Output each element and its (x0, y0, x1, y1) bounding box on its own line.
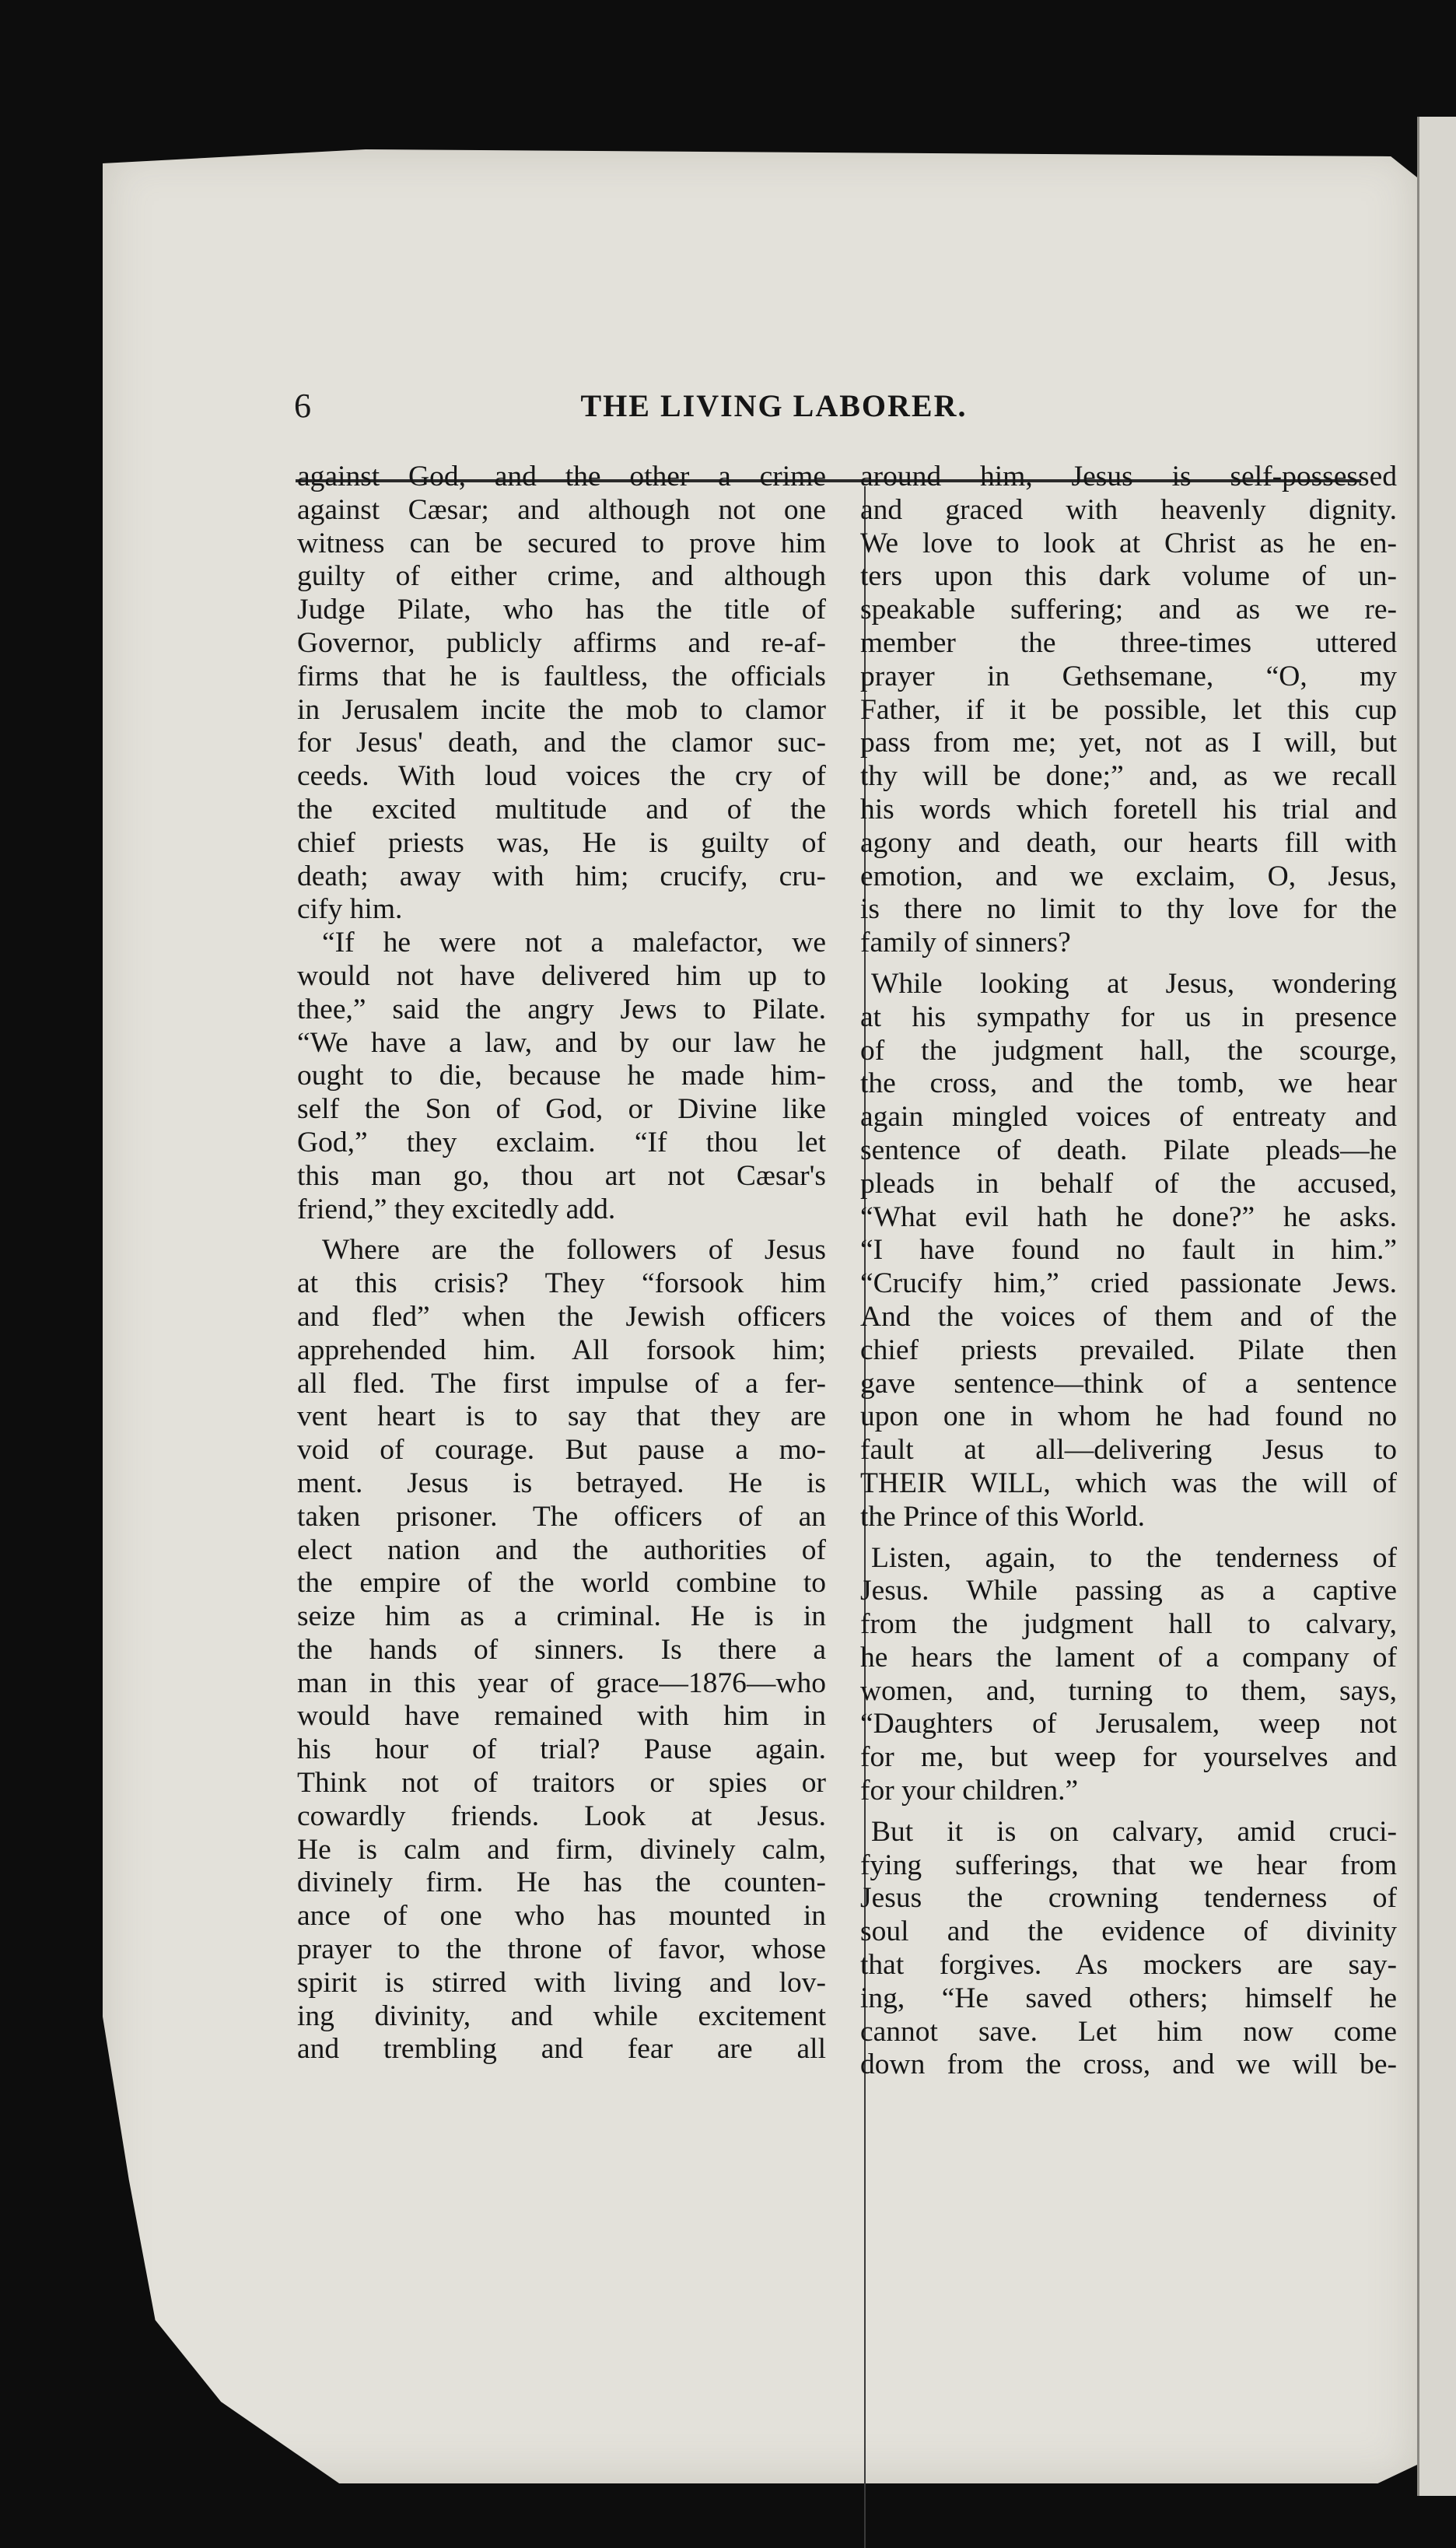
text-line: cify him. (297, 893, 403, 926)
text-line: for me, but weep for yourselves and (860, 1741, 1397, 1774)
text-line: sentence of death. Pilate pleads—he (860, 1134, 1397, 1166)
text-line: apprehended him. All forsook him; (297, 1334, 826, 1366)
text-line: void of courage. But pause a mo- (297, 1434, 826, 1467)
text-line: And the voices of them and of the (860, 1300, 1397, 1333)
text-line: Father, if it be possible, let this cup (860, 693, 1397, 726)
page-number: 6 (294, 387, 311, 425)
text-line: from the judgment hall to calvary, (860, 1608, 1397, 1641)
text-line: would have remained with him in (297, 1700, 826, 1733)
text-line: around him, Jesus is self-possessed (860, 461, 1397, 492)
text-line: Governor, publicly affirms and re-af- (297, 626, 826, 659)
text-line: in Jerusalem incite the mob to clamor (297, 693, 826, 726)
text-line: We love to look at Christ as he en- (860, 527, 1397, 559)
left-column (297, 461, 826, 2066)
text-line: He is calm and firm, divinely calm, (297, 1833, 826, 1866)
text-line: member the three-times uttered (860, 626, 1397, 659)
text-line: elect nation and the authorities of (297, 1533, 826, 1566)
paragraph-gap (297, 1226, 826, 1234)
text-line: ceeds. With loud voices the cry of (297, 760, 826, 793)
text-line: emotion, and we exclaim, O, Jesus, (860, 860, 1397, 892)
text-line: cowardly friends. Look at Jesus. (297, 1800, 826, 1832)
text-line: against Cæsar; and although not one (297, 493, 826, 526)
text-line: the excited multitude and of the (297, 793, 826, 825)
text-line: speakable suffering; and as we re- (860, 594, 1397, 626)
text-line: family of sinners? (860, 927, 1071, 959)
text-line: guilty of either crime, and although (297, 560, 826, 593)
text-line: “We have a law, and by our law he (297, 1026, 826, 1059)
text-line: again mingled voices of entreaty and (860, 1101, 1397, 1134)
text-line: down from the cross, and we will be- (860, 2049, 1397, 2081)
text-line: vent heart is to say that they are (297, 1400, 826, 1433)
text-line: chief priests was, He is guilty of (297, 826, 826, 859)
text-line: firms that he is faultless, the officials (297, 660, 826, 692)
text-line: this man go, thou art not Cæsar's (297, 1159, 826, 1192)
text-line: at this crisis? They “forsook him (297, 1267, 826, 1300)
text-line: chief priests prevailed. Pilate then (860, 1334, 1397, 1366)
text-line: prayer in Gethsemane, “O, my (860, 660, 1397, 692)
text-line: Jesus the crowning tenderness of (860, 1882, 1397, 1915)
text-line: that forgives. As mockers are say- (860, 1949, 1397, 1982)
text-line: Where are the followers of Jesus (322, 1234, 826, 1267)
text-line: Jesus. While passing as a captive (860, 1575, 1397, 1607)
text-line: “If he were not a malefactor, we (322, 927, 826, 959)
paragraph-gap (846, 960, 1397, 968)
text-line: man in this year of grace—1876—who (297, 1667, 826, 1699)
text-line: thee,” said the angry Jews to Pilate. (297, 993, 826, 1025)
text-line: women, and, turning to them, says, (860, 1674, 1397, 1707)
text-line: would not have delivered him up to (297, 959, 826, 992)
text-line: ought to die, because he made him- (297, 1060, 826, 1092)
text-line: thy will be done;” and, as we recall (860, 760, 1397, 793)
text-line: death; away with him; crucify, cru- (297, 860, 826, 892)
text-line: But it is on calvary, amid cruci- (871, 1815, 1397, 1848)
text-line: taken prisoner. The officers of an (297, 1500, 826, 1533)
text-line: pass from me; yet, not as I will, but (860, 727, 1397, 759)
text-line: the cross, and the tomb, we hear (860, 1067, 1397, 1100)
text-line: God,” they exclaim. “If thou let (297, 1126, 826, 1158)
text-line: Judge Pilate, who has the title of (297, 594, 826, 626)
text-line: and trembling and fear are all (297, 2033, 826, 2066)
running-header (187, 375, 1361, 437)
text-line: “Daughters of Jerusalem, weep not (860, 1708, 1397, 1740)
text-line: for your children.” (860, 1775, 1079, 1807)
text-line: “What evil hath he done?” he asks. (860, 1200, 1397, 1233)
text-line: THEIR WILL, which was the will of (860, 1467, 1397, 1499)
text-line: fying sufferings, that we hear from (860, 1849, 1397, 1881)
text-line: ance of one who has mounted in (297, 1900, 826, 1933)
text-line: and graced with heavenly dignity. (860, 493, 1397, 526)
text-line: Think not of traitors or spies or (297, 1767, 826, 1800)
text-line: self the Son of God, or Divine like (297, 1093, 826, 1126)
text-line: fault at all—delivering Jesus to (860, 1434, 1397, 1467)
text-line: witness can be secured to prove him (297, 527, 826, 559)
text-line: soul and the evidence of divinity (860, 1915, 1397, 1948)
text-line: ters upon this dark volume of un- (860, 560, 1397, 593)
text-line: is there no limit to thy love for the (860, 893, 1397, 926)
adjacent-page-edge (1417, 117, 1456, 2496)
text-line: all fled. The first impulse of a fer- (297, 1367, 826, 1400)
text-line: and fled” when the Jewish officers (297, 1300, 826, 1333)
text-line: seize him as a criminal. He is in (297, 1600, 826, 1633)
text-line: at his sympathy for us in presence (860, 1001, 1397, 1033)
text-line: Listen, again, to the tenderness of (871, 1541, 1397, 1574)
text-line: ment. Jesus is betrayed. He is (297, 1467, 826, 1499)
text-line: the hands of sinners. Is there a (297, 1633, 826, 1666)
text-line: ing, “He saved others; himself he (860, 1982, 1397, 2014)
text-line: the Prince of this World. (860, 1500, 1146, 1533)
text-line: upon one in whom he had found no (860, 1400, 1397, 1433)
right-column (846, 461, 1397, 2082)
text-line: friend,” they excitedly add. (297, 1193, 616, 1225)
text-line: agony and death, our hearts fill with (860, 826, 1397, 859)
text-line: cannot save. Let him now come (860, 2015, 1397, 2048)
page-title: THE LIVING LABORER. (580, 388, 968, 423)
text-line: he hears the lament of a company of (860, 1641, 1397, 1674)
text-line: “Crucify him,” cried passionate Jews. (860, 1267, 1397, 1300)
text-line: against God, and the other a crime (297, 461, 826, 492)
text-line: divinely firm. He has the counten- (297, 1866, 826, 1899)
text-line: gave sentence—think of a sentence (860, 1367, 1397, 1400)
text-line: “I have found no fault in him.” (860, 1234, 1397, 1267)
text-line: the empire of the world combine to (297, 1567, 826, 1600)
paragraph-gap (846, 1808, 1397, 1816)
text-line: his hour of trial? Pause again. (297, 1733, 826, 1766)
text-line: his words which foretell his trial and (860, 793, 1397, 825)
text-line: ing divinity, and while excitement (297, 1999, 826, 2032)
text-line: spirit is stirred with living and lov- (297, 1966, 826, 1999)
text-line: for Jesus' death, and the clamor suc- (297, 727, 826, 759)
text-line: pleads in behalf of the accused, (860, 1167, 1397, 1200)
text-line: of the judgment hall, the scourge, (860, 1034, 1397, 1067)
paragraph-gap (846, 1534, 1397, 1542)
text-line: While looking at Jesus, wondering (871, 967, 1397, 1000)
text-line: prayer to the throne of favor, whose (297, 1933, 826, 1966)
